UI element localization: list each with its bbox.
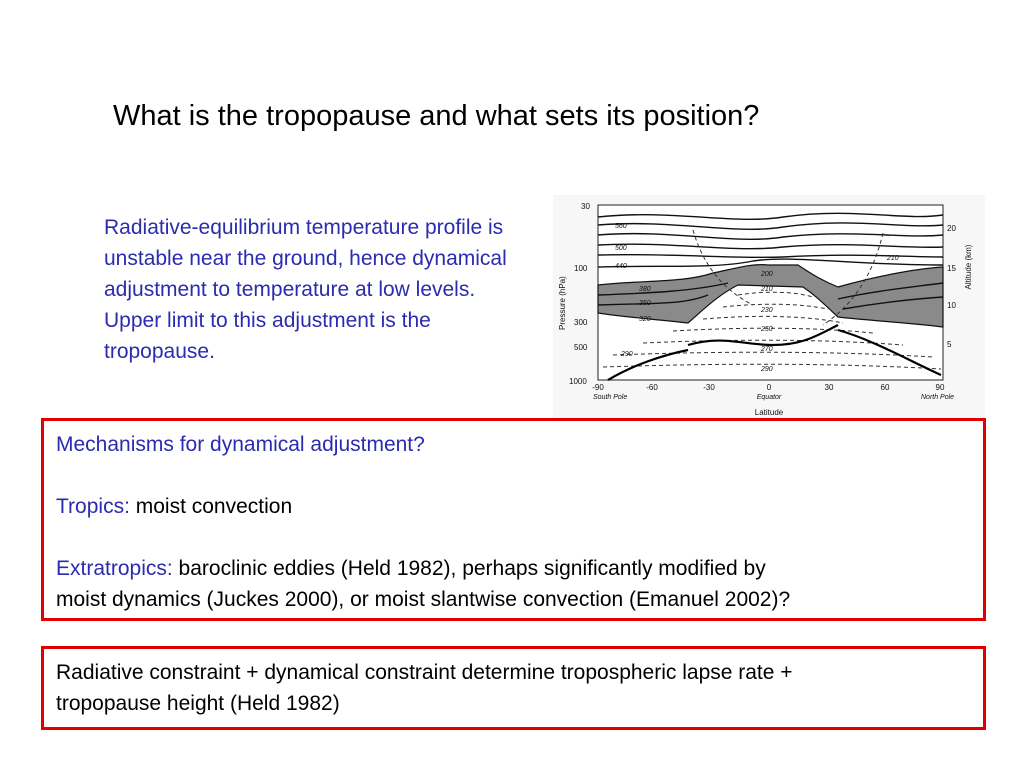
tropopause-cross-section-figure (553, 195, 985, 420)
altitude-tick-5: 5 (947, 340, 952, 349)
pressure-tick-30: 30 (581, 202, 590, 211)
contour-label-320: 320 (639, 316, 651, 323)
contour-label-210-right: 210 (887, 255, 899, 262)
lat-tick-neg30: -30 (703, 383, 715, 392)
tropics-line (56, 491, 292, 522)
contour-label-350: 350 (639, 300, 651, 307)
constraint-line-2: tropopause height (Held 1982) (56, 692, 340, 715)
contour-label-290-left: 290 (621, 351, 633, 358)
lat-tick-0: 0 (766, 383, 772, 392)
cross-section-svg (553, 195, 985, 420)
pressure-tick-500: 500 (574, 343, 588, 352)
lat-tick-30: 30 (824, 383, 834, 392)
contour-label-560: 560 (615, 223, 627, 230)
slide-title: What is the tropopause and what sets its position? (113, 100, 760, 132)
lat-tick-60: 60 (880, 383, 890, 392)
contour-label-380: 380 (639, 286, 651, 293)
contour-label-440: 440 (615, 263, 627, 270)
contour-label-210: 210 (761, 286, 773, 293)
extratropics-line-2: moist dynamics (Juckes 2000), or moist slantwise convection (Emanuel 2002)? (56, 588, 791, 611)
contour-label-230: 230 (761, 307, 773, 314)
south-pole-label: South Pole (593, 394, 628, 401)
altitude-tick-15: 15 (947, 264, 956, 273)
lat-tick-neg90: -90 (592, 383, 604, 392)
mechanisms-box (41, 418, 986, 621)
pressure-tick-300: 300 (574, 318, 588, 327)
pressure-tick-1000: 1000 (569, 377, 587, 386)
altitude-axis-label: Altitude (km) (964, 244, 973, 290)
altitude-tick-20: 20 (947, 224, 956, 233)
equator-label: Equator (756, 394, 782, 401)
pressure-axis-label: Pressure (hPa) (558, 276, 567, 330)
constraint-line-1: Radiative constraint + dynamical constraint determine tropospheric lapse rate + (56, 661, 793, 684)
altitude-tick-10: 10 (947, 301, 956, 310)
constraint-box (41, 646, 986, 730)
contour-label-500: 500 (615, 245, 627, 252)
tropics-text: moist convection (135, 495, 293, 518)
tropics-label: Tropics: (56, 495, 130, 518)
pressure-tick-100: 100 (574, 264, 588, 273)
contour-label-270: 270 (761, 346, 773, 353)
lat-tick-90: 90 (935, 383, 945, 392)
contour-label-290-center: 290 (761, 366, 773, 373)
extratropics-text-1: baroclinic eddies (Held 1982), perhaps significantly modified by (178, 557, 766, 580)
intro-paragraph: Radiative-equilibrium temperature profile is unstable near the ground, hence dynamical adjustment to temperature at low levels. Upper limit to this adjustment is the tropopause. (104, 216, 507, 363)
contour-label-200: 200 (761, 271, 773, 278)
north-pole-label: North Pole (921, 394, 955, 401)
lat-tick-neg60: -60 (646, 383, 658, 392)
mechanisms-heading: Mechanisms for dynamical adjustment? (56, 433, 425, 456)
extratropics-label: Extratropics: (56, 557, 173, 580)
contour-label-250: 250 (761, 326, 773, 333)
extratropics-line-1 (56, 553, 766, 584)
latitude-axis-label: Latitude (754, 408, 784, 417)
